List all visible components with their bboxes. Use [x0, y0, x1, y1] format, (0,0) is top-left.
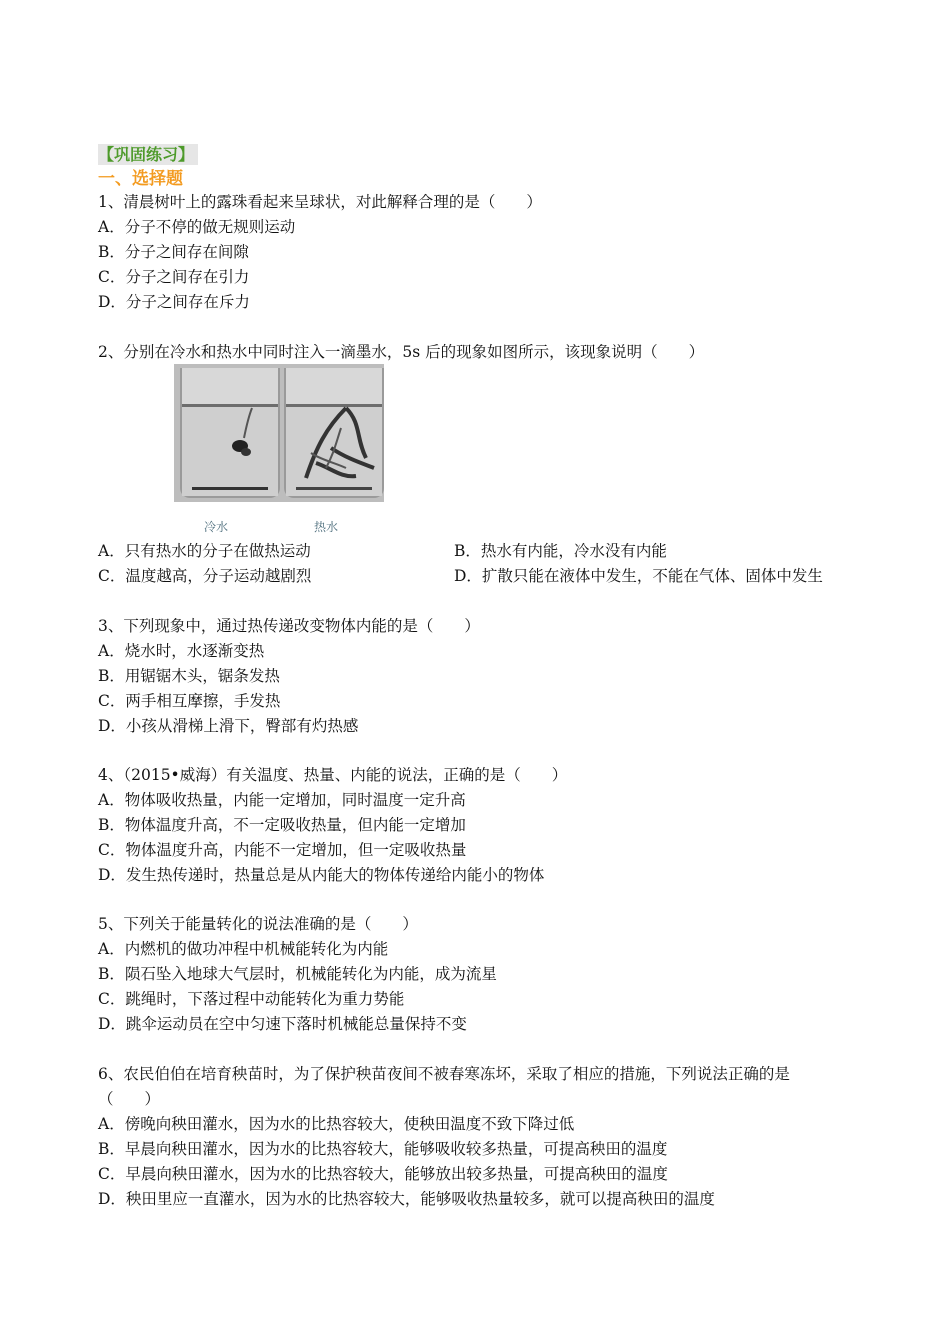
question-2-option-d: D．扩散只能在液体中发生，不能在气体、固体中发生 — [454, 567, 823, 585]
question-2-stem: 2、分别在冷水和热水中同时注入一滴墨水，5s 后的现象如图所示，该现象说明（ ） — [98, 343, 705, 361]
question-1-option-c: C．分子之间存在引力 — [98, 268, 250, 286]
question-6-option-d: D．秧田里应一直灌水，因为水的比热容较大，能够吸收热量较多，就可以提高秧田的温度 — [98, 1190, 715, 1208]
question-1-option-b: B．分子之间存在间隙 — [98, 243, 249, 261]
question-3-option-d: D．小孩从滑梯上滑下，臀部有灼热感 — [98, 717, 359, 735]
question-6-option-b: B．早晨向秧田灌水，因为水的比热容较大，能够吸收较多热量，可提高秧田的温度 — [98, 1140, 668, 1158]
question-5-option-d: D．跳伞运动员在空中匀速下落时机械能总量保持不变 — [98, 1015, 467, 1033]
question-2-option-a: A．只有热水的分子在做热运动 — [98, 542, 311, 560]
question-3-option-b: B．用锯锯木头，锯条发热 — [98, 667, 280, 685]
beakers-ink-diffusion-image — [174, 364, 384, 502]
question-3-option-c: C．两手相互摩擦，手发热 — [98, 692, 281, 710]
section-title: 一、选择题 — [98, 169, 183, 189]
question-5-stem: 5、下列关于能量转化的说法准确的是（ ） — [98, 915, 418, 933]
question-2-option-c: C．温度越高，分子运动越剧烈 — [98, 567, 312, 585]
question-1-option-d: D．分子之间存在斥力 — [98, 293, 250, 311]
question-6-stem-continued: （ ） — [98, 1090, 161, 1108]
section-tag: 【巩固练习】 — [98, 144, 198, 165]
question-3-option-a: A．烧水时，水逐渐变热 — [98, 642, 265, 660]
question-4-option-a: A．物体吸收热量，内能一定增加，同时温度一定升高 — [98, 791, 466, 809]
question-5-option-b: B．陨石坠入地球大气层时，机械能转化为内能，成为流星 — [98, 965, 497, 983]
question-4-option-d: D．发生热传递时，热量总是从内能大的物体传递给内能小的物体 — [98, 866, 545, 884]
question-1-option-a: A．分子不停的做无规则运动 — [98, 218, 296, 236]
question-5-option-a: A．内燃机的做功冲程中机械能转化为内能 — [98, 940, 389, 958]
ink-spread-icon — [286, 368, 382, 496]
cold-water-beaker — [180, 368, 280, 498]
ink-drop-icon — [182, 368, 278, 496]
question-2-option-b: B．热水有内能，冷水没有内能 — [454, 542, 667, 560]
question-1-stem: 1、清晨树叶上的露珠看起来呈球状，对此解释合理的是（ ） — [98, 193, 542, 211]
question-6-option-c: C．早晨向秧田灌水，因为水的比热容较大，能够放出较多热量，可提高秧田的温度 — [98, 1165, 668, 1183]
question-4-stem: 4、（2015•威海）有关温度、热量、内能的说法，正确的是（ ） — [98, 766, 568, 784]
question-6-stem: 6、农民伯伯在培育秧苗时，为了保护秧苗夜间不被春寒冻坏，采取了相应的措施，下列说法正确的是 — [98, 1065, 790, 1083]
cold-water-label: 冷水 — [204, 520, 229, 534]
question-4-option-b: B．物体温度升高，不一定吸收热量，但内能一定增加 — [98, 816, 466, 834]
hot-water-label: 热水 — [314, 520, 339, 534]
question-4-option-c: C．物体温度升高，内能不一定增加，但一定吸收热量 — [98, 841, 467, 859]
hot-water-beaker — [284, 368, 384, 498]
question-3-stem: 3、下列现象中，通过热传递改变物体内能的是（ ） — [98, 617, 480, 635]
question-5-option-c: C．跳绳时，下落过程中动能转化为重力势能 — [98, 990, 405, 1008]
question-6-option-a: A．傍晚向秧田灌水，因为水的比热容较大，使秧田温度不致下降过低 — [98, 1115, 575, 1133]
